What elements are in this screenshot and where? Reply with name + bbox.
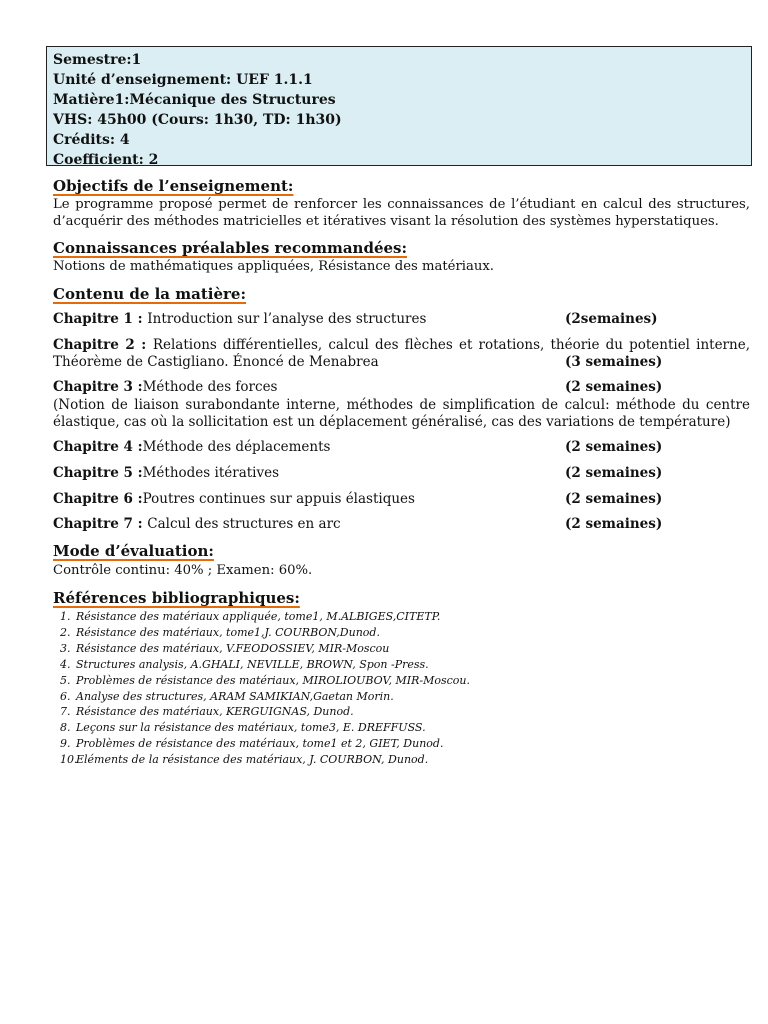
- chapter-6-row: [53, 491, 750, 507]
- chapter-2-title-cont: Théorème de Castigliano. Énoncé de Menabrea: [53, 354, 379, 370]
- chapter-3-label: Chapitre 3 :: [53, 379, 143, 395]
- reference-item: 7. Résistance des matériaux, KERGUIGNAS, Dunod.: [60, 705, 354, 719]
- reference-item: 6. Analyse des structures, ARAM SAMIKIAN,Gaetan Morin.: [60, 689, 394, 703]
- chapter-4-title: Méthode des déplacements: [142, 439, 331, 455]
- reference-item: 1. Résistance des matériaux appliquée, tome1, M.ALBIGES,CITETP.: [60, 610, 441, 623]
- reference-item: 8. Leçons sur la résistance des matériaux, tome3, E. DREFFUSS.: [60, 721, 426, 735]
- prerequisites-text: Notions de mathématiques appliquées, Résistance des matériaux.: [53, 259, 494, 274]
- chapter-7-title: Calcul des structures en arc: [147, 516, 341, 532]
- objectives-heading: Objectifs de l’enseignement:: [53, 177, 294, 195]
- chapter-4-row: [53, 439, 750, 455]
- evaluation-heading: Mode d’évaluation:: [53, 542, 214, 560]
- chapter-5-title: Méthodes itératives: [142, 465, 280, 481]
- objectives-text-line-1: Le programme proposé permet de renforcer les connaissances de l’étudiant en calcul des structures,: [53, 197, 750, 212]
- course-info-box: [46, 46, 752, 166]
- chapter-3-note-line-2: élastique, cas où la sollicitation est un déplacement généralisé, cas des variations de température): [53, 414, 731, 430]
- chapter-7-row: [53, 516, 750, 532]
- chapter-5-row: [53, 465, 750, 481]
- chapter-3-row: [53, 379, 750, 395]
- hours-label: VHS: 45h00 (Cours: 1h30, TD: 1h30): [53, 112, 342, 128]
- semester-label: Semestre:1: [53, 52, 142, 68]
- chapter-2-row-2: [53, 354, 750, 370]
- content-heading: Contenu de la matière:: [53, 285, 246, 303]
- chapter-7-duration: (2 semaines): [565, 516, 663, 532]
- chapter-3-title: Méthode des forces: [142, 379, 278, 395]
- teaching-unit-label: Unité d’enseignement: UEF 1.1.1: [53, 72, 313, 88]
- chapter-6-label: Chapitre 6 :: [53, 491, 143, 507]
- chapter-2-duration: (3 semaines): [565, 354, 663, 370]
- chapter-5-label: Chapitre 5 :: [53, 465, 143, 481]
- chapter-1-title: Introduction sur l’analyse des structures: [147, 311, 427, 327]
- chapter-3-duration: (2 semaines): [565, 379, 663, 395]
- chapter-4-duration: (2 semaines): [565, 439, 663, 455]
- chapter-2-row: [53, 337, 750, 353]
- chapter-5-duration: (2 semaines): [565, 465, 663, 481]
- reference-item: 5. Problèmes de résistance des matériaux, MIROLIOUBOV, MIR-Moscou.: [60, 673, 470, 687]
- prerequisites-heading: Connaissances préalables recommandées:: [53, 239, 408, 257]
- chapter-2-label: Chapitre 2 :: [53, 337, 153, 353]
- reference-item: 3. Résistance des matériaux, V.FEODOSSIEV, MIR-Moscou: [60, 641, 390, 655]
- chapter-6-title: Poutres continues sur appuis élastiques: [142, 491, 415, 507]
- chapter-1-row: [53, 311, 750, 327]
- chapter-2-title: Relations différentielles, calcul des flèches et rotations, théorie du potentiel interne,: [152, 337, 750, 353]
- coefficient-label: Coefficient: 2: [53, 152, 159, 168]
- evaluation-text: Contrôle continu: 40% ; Examen: 60%.: [53, 563, 313, 578]
- reference-item: 4. Structures analysis, A.GHALI, NEVILLE, BROWN, Spon -Press.: [60, 657, 429, 671]
- subject-label: Matière1:Mécanique des Structures: [53, 92, 336, 108]
- chapter-1-duration: (2semaines): [565, 311, 658, 327]
- reference-item: 10.Eléments de la résistance des matériaux, J. COURBON, Dunod.: [60, 753, 429, 767]
- chapter-6-duration: (2 semaines): [565, 491, 663, 507]
- objectives-text-line-2: d’acquérir des méthodes matricielles et itératives visant la résolution des systèmes hyperstatiques.: [53, 214, 719, 229]
- reference-item: 9. Problèmes de résistance des matériaux, tome1 et 2, GIET, Dunod.: [60, 737, 444, 751]
- chapter-7-label: Chapitre 7 :: [53, 516, 148, 532]
- reference-item: 2. Résistance des matériaux, tome1,J. COURBON,Dunod.: [60, 625, 380, 639]
- references-heading: Références bibliographiques:: [53, 589, 300, 607]
- chapter-4-label: Chapitre 4 :: [53, 439, 143, 455]
- references-list: [60, 609, 470, 768]
- chapter-1-label: Chapitre 1 :: [53, 311, 148, 327]
- credits-label: Crédits: 4: [53, 132, 130, 148]
- chapter-3-note-line-1: (Notion de liaison surabondante interne, méthodes de simplification de calcul: méthode du centre: [53, 397, 750, 413]
